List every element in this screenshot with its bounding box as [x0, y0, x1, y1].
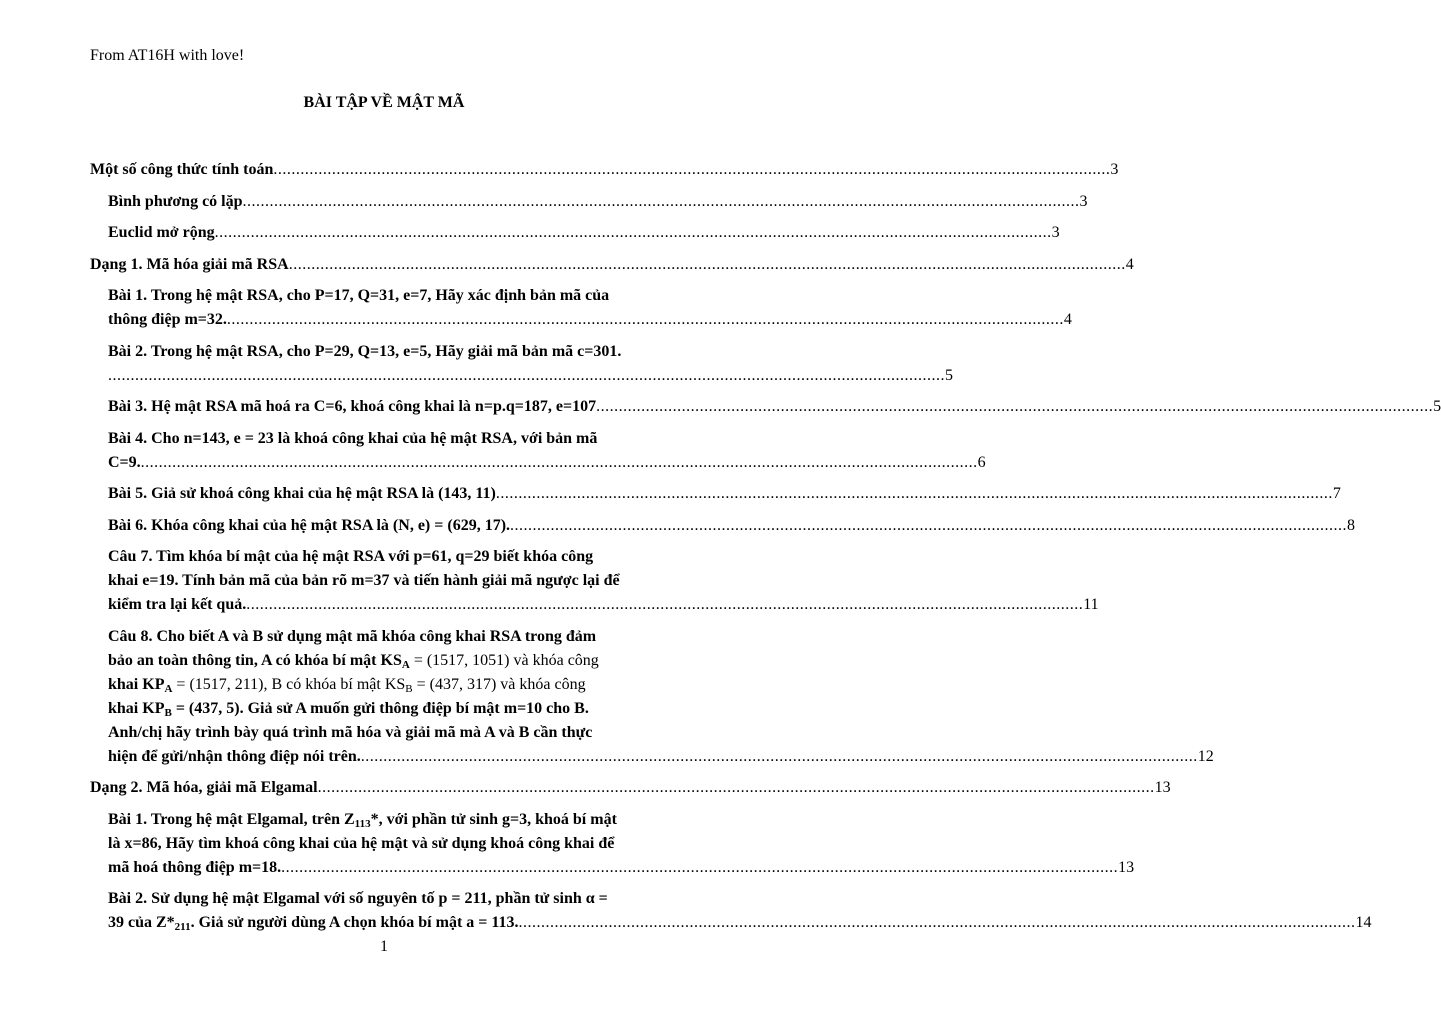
text-run: *, với phần tử sinh g=3, khoá bí mật	[370, 810, 617, 828]
leader-dots: ..........................................................................................................................................................................................	[108, 366, 945, 384]
toc-entry-text-line	[108, 649, 678, 673]
subscript: 211	[174, 921, 191, 933]
toc-entry-text-line: Bài 2. Sử dụng hệ mật Elgamal với số nguyên tố p = 211, phần tử sinh α =	[108, 890, 608, 907]
text-run: khai KP	[108, 675, 165, 693]
text-run: 39 của Z*	[108, 914, 175, 931]
page-number: 1	[380, 938, 388, 955]
leader-dots: ..........................................................................................................................................................................................	[281, 858, 1119, 876]
toc-page-number: 3	[1051, 224, 1060, 241]
text-run: = (437, 5). Giả sử A muốn gửi thông điệp bí mật m=10 cho B.	[171, 699, 589, 717]
leader-dots: ..........................................................................................................................................................................................	[510, 516, 1348, 534]
subscript: B	[164, 706, 172, 719]
toc-entry-rsa-section[interactable]	[90, 253, 1134, 277]
toc-entry-rsa-bai-6[interactable]	[108, 514, 1356, 538]
toc-entry-text-line	[108, 808, 678, 832]
toc-entry-text: Dạng 2. Mã hóa, giải mã Elgamal	[90, 779, 318, 796]
leader-dots: ..........................................................................................................................................................................................	[288, 255, 1126, 273]
toc-entry-text-line: Câu 8. Cho biết A và B sử dụng mật mã khóa công khai RSA trong đảm	[108, 627, 597, 645]
toc-page-number: 6	[977, 453, 986, 471]
toc-entry-text-line: khai e=19. Tính bản mã của bản rõ m=37 và tiến hành giải mã ngược lại để	[108, 572, 620, 589]
toc-entry-rsa-cau-7[interactable]	[108, 545, 1099, 617]
toc-page-number: 3	[1079, 192, 1088, 210]
toc-entry-rsa-bai-1[interactable]	[108, 284, 1072, 332]
toc-page-number: 14	[1355, 914, 1372, 931]
toc-entry-text-line: Anh/chị hãy trình bày quá trình mã hóa và giải mã mà A và B cần thực	[108, 723, 593, 741]
toc-entry-text: Euclid mở rộng	[108, 224, 215, 241]
text-run: khai KP	[108, 699, 165, 717]
toc-entry-text: C=9.	[108, 453, 141, 471]
toc-entry-text: hiện để gửi/nhận thông điệp nói trên.	[108, 747, 361, 765]
subscript: A	[401, 658, 410, 671]
table-of-contents	[90, 158, 1441, 935]
leader-dots: ..........................................................................................................................................................................................	[317, 779, 1155, 796]
toc-entry-text: kiểm tra lại kết quả.	[108, 596, 247, 613]
toc-entry-text-line	[108, 673, 678, 697]
text-run: = (1517, 211), B có khóa bí mật KS	[172, 675, 406, 693]
leader-dots: ..........................................................................................................................................................................................	[273, 161, 1111, 178]
page-header: From AT16H with love!	[90, 47, 245, 64]
toc-entry-rsa-bai-2[interactable]	[108, 340, 953, 388]
toc-entry-text: mã hoá thông điệp m=18.	[108, 858, 282, 876]
toc-entry-text: Bài 3. Hệ mật RSA mã hoá ra C=6, khoá công khai là n=p.q=187, e=107	[108, 398, 597, 415]
toc-page-number: 13	[1154, 779, 1171, 796]
toc-page-number: 4	[1125, 255, 1134, 273]
text-run: = (1517, 1051) và khóa công	[409, 651, 599, 669]
toc-entry-text: Bình phương có lặp	[108, 192, 243, 210]
leader-dots: ..........................................................................................................................................................................................	[246, 596, 1084, 613]
leader-dots: ..........................................................................................................................................................................................	[140, 453, 978, 471]
subscript: 113	[354, 817, 371, 830]
leader-dots: ..........................................................................................................................................................................................	[518, 914, 1356, 931]
toc-entry-text: Bài 6. Khóa công khai của hệ mật RSA là (N, e) = (629, 17).	[108, 516, 511, 534]
toc-entry-text: Bài 5. Giả sử khoá công khai của hệ mật RSA là (143, 11)	[108, 485, 496, 502]
toc-page-number: 4	[1063, 311, 1072, 328]
toc-entry-text-line: Bài 4. Cho n=143, e = 23 là khoá công khai của hệ mật RSA, với bản mã	[108, 429, 598, 447]
toc-entry-rsa-bai-3[interactable]	[108, 395, 1441, 419]
toc-entry-rsa-bai-5[interactable]	[108, 482, 1341, 506]
toc-page-number: 5	[945, 366, 953, 384]
toc-entry-elgamal-bai-2[interactable]	[108, 887, 1372, 935]
toc-entry-text-line: là x=86, Hãy tìm khoá công khai của hệ mật và sử dụng khoá công khai để	[108, 834, 615, 852]
leader-dots: ..........................................................................................................................................................................................	[242, 192, 1080, 210]
toc-entry-text-line: Câu 7. Tìm khóa bí mật của hệ mật RSA với p=61, q=29 biết khóa công	[108, 548, 594, 565]
toc-page-number: 8	[1347, 516, 1356, 534]
toc-page-number: 7	[1332, 485, 1341, 502]
toc-entry-square-multiply[interactable]	[108, 190, 1088, 214]
toc-entry-text	[108, 911, 519, 935]
leader-dots: ..........................................................................................................................................................................................	[214, 224, 1052, 241]
toc-entry-rsa-bai-4[interactable]	[108, 427, 986, 475]
toc-entry-text-line: Bài 2. Trong hệ mật RSA, cho P=29, Q=13, e=5, Hãy giải mã bản mã c=301.	[108, 342, 622, 360]
toc-entry-text: thông điệp m=32.	[108, 311, 227, 328]
subscript: B	[405, 682, 413, 695]
toc-entry-formulas[interactable]	[90, 158, 1119, 182]
subscript: A	[164, 682, 173, 695]
toc-entry-elgamal-section[interactable]	[90, 776, 1171, 800]
toc-entry-text-line: Bài 1. Trong hệ mật RSA, cho P=17, Q=31, e=7, Hãy xác định bản mã của	[108, 287, 610, 304]
toc-page-number: 13	[1118, 858, 1135, 876]
leader-dots: ..........................................................................................................................................................................................	[495, 485, 1333, 502]
toc-entry-rsa-cau-8[interactable]	[108, 625, 1214, 769]
text-run: . Giả sử người dùng A chọn khóa bí mật a = 113.	[190, 914, 519, 931]
text-run: bảo an toàn thông tin, A có khóa bí mật KS	[108, 651, 402, 669]
text-run: Bài 1. Trong hệ mật Elgamal, trên Z	[108, 810, 355, 828]
toc-entry-text-line	[108, 697, 678, 721]
leader-dots: ..........................................................................................................................................................................................	[596, 398, 1434, 415]
toc-page-number: 12	[1197, 747, 1214, 765]
toc-entry-elgamal-bai-1[interactable]	[108, 808, 1135, 880]
toc-page-number: 5	[1433, 398, 1441, 415]
document-title: BÀI TẬP VỀ MẬT MÃ	[303, 94, 465, 111]
leader-dots: ..........................................................................................................................................................................................	[226, 311, 1064, 328]
toc-entry-text: Dạng 1. Mã hóa giải mã RSA	[90, 255, 289, 273]
leader-dots: ..........................................................................................................................................................................................	[360, 747, 1198, 765]
toc-page-number: 11	[1083, 596, 1099, 613]
toc-entry-text: Một số công thức tính toán	[90, 161, 274, 178]
toc-entry-extended-euclid[interactable]	[108, 221, 1060, 245]
toc-page-number: 3	[1110, 161, 1119, 178]
text-run: = (437, 317) và khóa công	[412, 675, 586, 693]
